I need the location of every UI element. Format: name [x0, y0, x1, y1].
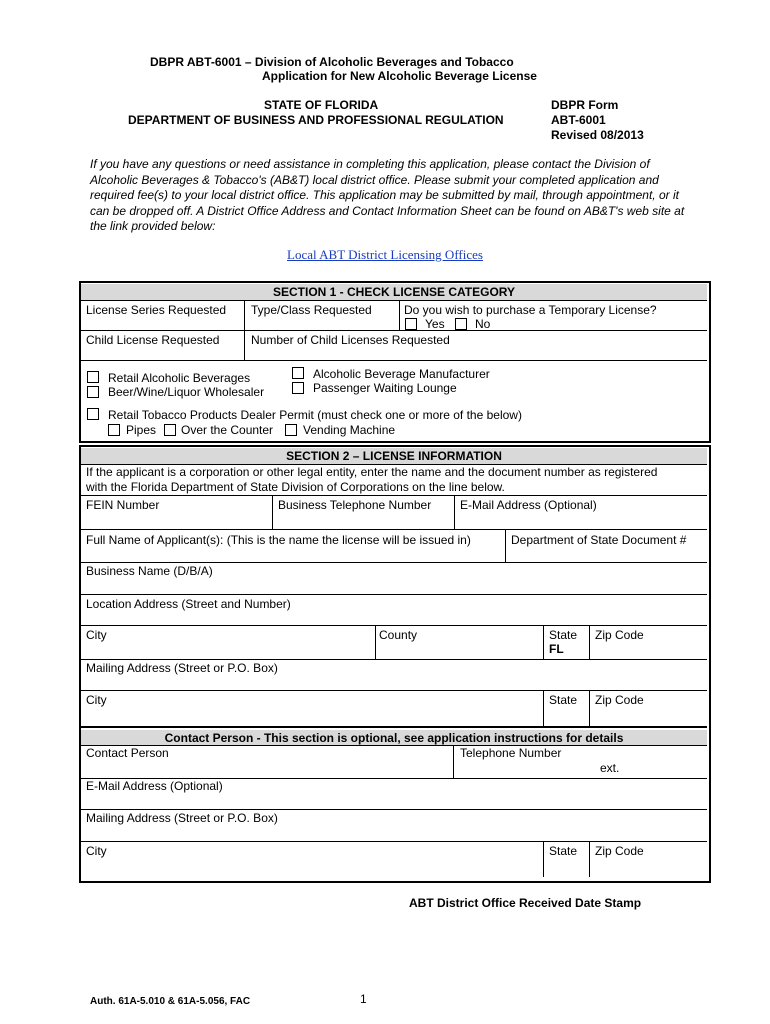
passenger-lounge-label: Passenger Waiting Lounge: [313, 381, 457, 395]
district-offices-link[interactable]: Local ABT District Licensing Offices: [287, 247, 483, 262]
passenger-lounge-checkbox[interactable]: [292, 382, 304, 394]
intro-paragraph: If you have any questions or need assistance in completing this application, please contact the Division of Alcoholic Beverages & Tobacco's (AB&T) local district office. Please submit your completed application and required fee(s) to your local district office. This application may be submitted by mail, through appointment, or it can be dropped off. A District Office Address and Contact Information Sheet can be found on AB&T's web site at the link provided below:: [90, 157, 685, 234]
tobacco-permit-label: Retail Tobacco Products Dealer Permit (must check one or more of the below): [108, 408, 522, 422]
pipes-label: Pipes: [126, 423, 157, 437]
over-counter-label: Over the Counter: [181, 423, 274, 437]
tobacco-permit-checkbox[interactable]: [87, 408, 99, 420]
email-field[interactable]: E-Mail Address (Optional): [460, 498, 597, 512]
contact-state-field[interactable]: State: [549, 844, 578, 858]
city-field[interactable]: City: [86, 628, 107, 642]
vending-machine-checkbox[interactable]: [285, 424, 297, 436]
contact-mailing-field[interactable]: Mailing Address (Street or P.O. Box): [86, 811, 278, 825]
contact-zip-field[interactable]: Zip Code: [595, 844, 644, 858]
over-counter-checkbox[interactable]: [164, 424, 176, 436]
section2-header: SECTION 2 – LICENSE INFORMATION: [81, 448, 707, 464]
form-title-line2: Application for New Alcoholic Beverage License: [262, 69, 537, 83]
county-field[interactable]: County: [379, 628, 418, 642]
section2-note-line1: If the applicant is a corporation or other legal entity, enter the name and the document number as registered: [86, 465, 658, 479]
section1-header: SECTION 1 - CHECK LICENSE CATEGORY: [81, 284, 707, 300]
mailing-address-field[interactable]: Mailing Address (Street or P.O. Box): [86, 661, 278, 675]
department-name: DEPARTMENT OF BUSINESS AND PROFESSIONAL REGULATION: [128, 113, 504, 127]
child-license-field[interactable]: Child License Requested: [86, 333, 220, 347]
fein-field[interactable]: FEIN Number: [86, 498, 160, 512]
retail-alcoholic-checkbox[interactable]: [87, 371, 99, 383]
contact-email-field[interactable]: E-Mail Address (Optional): [86, 779, 223, 793]
business-name-field[interactable]: Business Name (D/B/A): [86, 564, 213, 578]
applicant-name-field[interactable]: Full Name of Applicant(s): (This is the name the license will be issued in): [86, 533, 471, 547]
contact-ext-field[interactable]: ext.: [600, 761, 620, 775]
section2-note-line2: with the Florida Department of State Division of Corporations on the line below.: [86, 480, 505, 494]
location-address-field[interactable]: Location Address (Street and Number): [86, 597, 291, 611]
license-series-field[interactable]: License Series Requested: [86, 303, 227, 317]
business-phone-field[interactable]: Business Telephone Number: [278, 498, 432, 512]
vending-machine-label: Vending Machine: [303, 423, 396, 437]
authority-citation: Auth. 61A-5.010 & 61A-5.056, FAC: [90, 996, 251, 1007]
form-title-line1: DBPR ABT-6001 – Division of Alcoholic Beverages and Tobacco: [150, 55, 514, 69]
manufacturer-checkbox[interactable]: [292, 367, 304, 379]
dos-document-field[interactable]: Department of State Document #: [511, 533, 687, 547]
yes-checkbox[interactable]: [405, 318, 417, 330]
yes-label: Yes: [425, 317, 445, 331]
retail-alcoholic-label: Retail Alcoholic Beverages: [108, 371, 251, 385]
beer-wine-checkbox[interactable]: [87, 386, 99, 398]
no-label: No: [475, 317, 491, 331]
type-class-field[interactable]: Type/Class Requested: [251, 303, 372, 317]
form-name: DBPR Form: [551, 98, 619, 112]
temporary-license-question: Do you wish to purchase a Temporary License?: [404, 303, 657, 317]
contact-city-field[interactable]: City: [86, 844, 107, 858]
zip-field[interactable]: Zip Code: [595, 628, 644, 642]
no-checkbox[interactable]: [455, 318, 467, 330]
page-number: 1: [360, 992, 367, 1006]
contact-header: Contact Person - This section is optional, see application instructions for details: [81, 730, 707, 746]
state-name: STATE OF FLORIDA: [264, 98, 379, 112]
state-value: FL: [549, 642, 564, 656]
form-revised: Revised 08/2013: [551, 128, 644, 142]
manufacturer-label: Alcoholic Beverage Manufacturer: [313, 367, 490, 381]
state-field[interactable]: State: [549, 628, 578, 642]
contact-phone-field[interactable]: Telephone Number: [460, 746, 562, 760]
mailing-zip-field[interactable]: Zip Code: [595, 693, 644, 707]
pipes-checkbox[interactable]: [108, 424, 120, 436]
mailing-city-field[interactable]: City: [86, 693, 107, 707]
received-date-stamp-label: ABT District Office Received Date Stamp: [409, 896, 642, 910]
num-child-licenses-field[interactable]: Number of Child Licenses Requested: [251, 333, 450, 347]
form-number: ABT-6001: [551, 113, 606, 127]
beer-wine-label: Beer/Wine/Liquor Wholesaler: [108, 385, 265, 399]
contact-person-field[interactable]: Contact Person: [86, 746, 169, 760]
mailing-state-field[interactable]: State: [549, 693, 578, 707]
